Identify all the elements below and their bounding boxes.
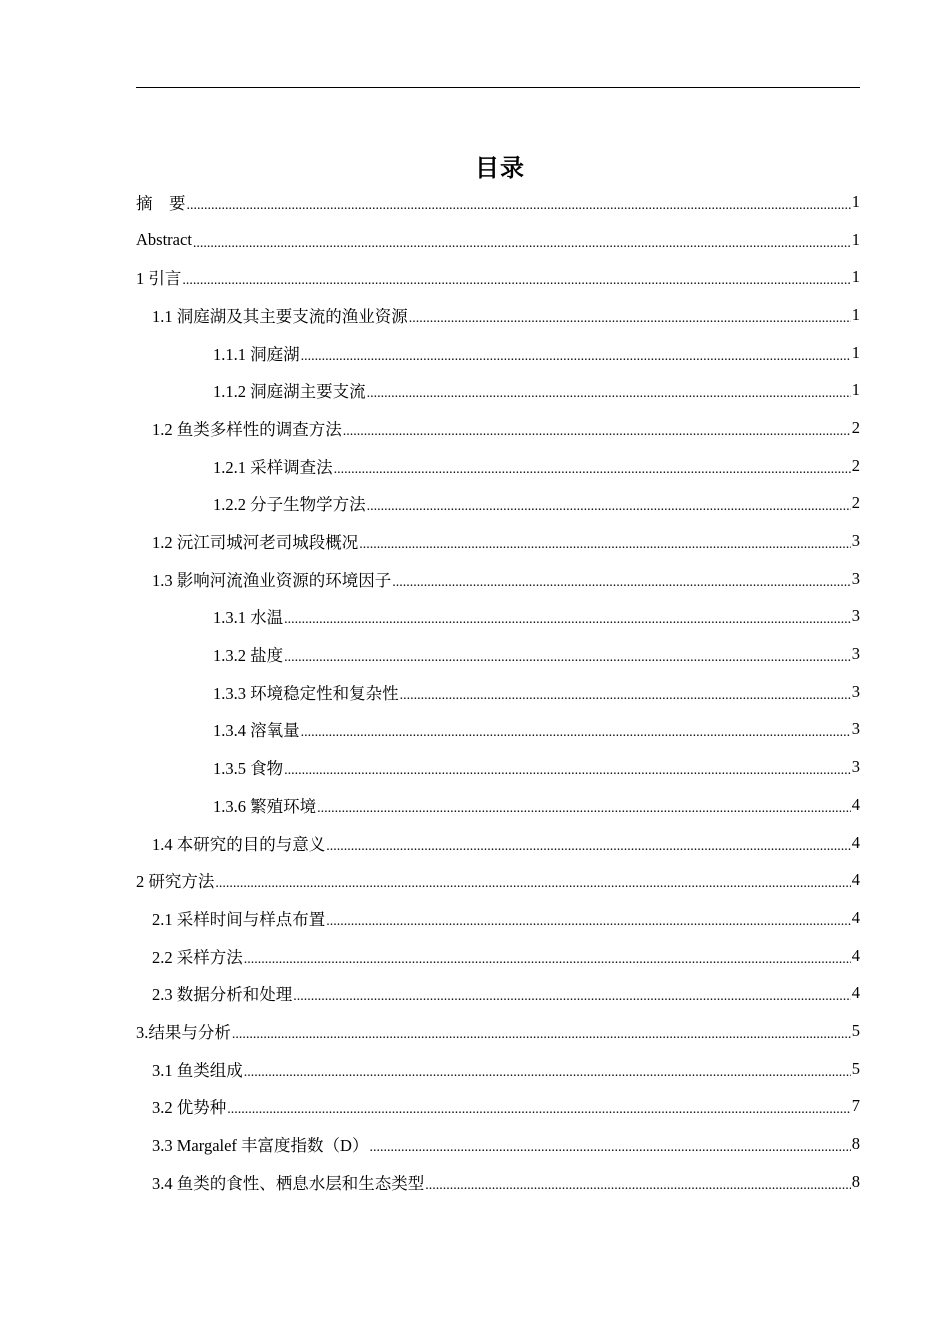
toc-entry-label: 1.3.6 繁殖环境 xyxy=(213,796,317,816)
toc-entry-label: 2.1 采样时间与样点布置 xyxy=(152,909,326,929)
toc-entry[interactable] xyxy=(136,673,860,711)
toc-dot-leader xyxy=(400,684,851,704)
toc-page-number: 4 xyxy=(851,945,860,965)
page-title: 目录 xyxy=(475,154,525,182)
toc-dot-leader xyxy=(187,194,851,214)
toc-entry-label: 1.1 洞庭湖及其主要支流的渔业资源 xyxy=(152,306,408,326)
toc-page-number: 4 xyxy=(851,907,860,927)
toc-entry[interactable] xyxy=(136,221,860,259)
toc-entry-label: 摘 要 xyxy=(136,193,186,213)
toc-dot-leader xyxy=(193,232,851,252)
toc-entry[interactable] xyxy=(136,183,860,221)
toc-entry-label: 1.3 影响河流渔业资源的环境因子 xyxy=(152,570,392,590)
toc-dot-leader xyxy=(367,495,851,515)
toc-entry[interactable] xyxy=(136,560,860,598)
toc-entry[interactable] xyxy=(136,485,860,523)
toc-dot-leader xyxy=(409,307,851,327)
toc-dot-leader xyxy=(326,835,851,855)
toc-entry[interactable] xyxy=(136,786,860,824)
toc-entry[interactable] xyxy=(136,258,860,296)
toc-dot-leader xyxy=(227,1098,851,1118)
table-of-contents xyxy=(136,183,860,1201)
toc-dot-leader xyxy=(182,269,850,289)
header-rule xyxy=(136,87,860,88)
toc-page-number: 1 xyxy=(851,342,860,362)
toc-entry-label: 1.1.1 洞庭湖 xyxy=(213,344,300,364)
toc-dot-leader xyxy=(284,608,851,628)
toc-entry[interactable] xyxy=(136,899,860,937)
toc-dot-leader xyxy=(359,533,851,553)
toc-page-number: 5 xyxy=(851,1058,860,1078)
toc-entry-label: 1.3.4 溶氧量 xyxy=(213,721,300,741)
toc-dot-leader xyxy=(301,345,851,365)
toc-entry-label: 1.3.1 水温 xyxy=(213,608,284,628)
toc-page-number: 1 xyxy=(851,380,860,400)
toc-page-number: 3 xyxy=(851,644,860,664)
toc-page-number: 1 xyxy=(851,267,860,287)
toc-dot-leader xyxy=(293,985,851,1005)
toc-entry[interactable] xyxy=(136,409,860,447)
toc-page-number: 2 xyxy=(851,455,860,475)
toc-dot-leader xyxy=(369,1136,850,1156)
toc-entry-label: 3.3 Margalef 丰富度指数（D） xyxy=(152,1136,369,1156)
toc-dot-leader xyxy=(326,910,851,930)
toc-entry[interactable] xyxy=(136,447,860,485)
toc-dot-leader xyxy=(301,721,851,741)
toc-entry[interactable] xyxy=(136,1050,860,1088)
toc-entry-label: 1 引言 xyxy=(136,269,182,289)
toc-entry-label: 1.3.3 环境稳定性和复杂性 xyxy=(213,683,399,703)
toc-dot-leader xyxy=(284,646,851,666)
toc-dot-leader xyxy=(215,872,850,892)
toc-page-number: 3 xyxy=(851,719,860,739)
toc-page-number: 1 xyxy=(851,191,860,211)
toc-entry[interactable] xyxy=(136,861,860,899)
toc-entry-label: 1.2 沅江司城河老司城段概况 xyxy=(152,533,359,553)
toc-page-number: 8 xyxy=(851,1134,860,1154)
toc-entry-label: 1.2.1 采样调查法 xyxy=(213,457,333,477)
toc-page-number: 1 xyxy=(851,229,860,249)
toc-entry[interactable] xyxy=(136,1088,860,1126)
toc-dot-leader xyxy=(425,1174,851,1194)
toc-page-number: 8 xyxy=(851,1171,860,1191)
toc-entry[interactable] xyxy=(136,635,860,673)
toc-entry[interactable] xyxy=(136,711,860,749)
toc-page-number: 3 xyxy=(851,568,860,588)
toc-entry[interactable] xyxy=(136,522,860,560)
toc-page-number: 2 xyxy=(851,417,860,437)
toc-page-number: 2 xyxy=(851,493,860,513)
toc-page-number: 4 xyxy=(851,870,860,890)
toc-page-number: 3 xyxy=(851,681,860,701)
toc-entry-label: 3.2 优势种 xyxy=(152,1098,227,1118)
toc-entry[interactable] xyxy=(136,748,860,786)
toc-entry-label: 1.2 鱼类多样性的调查方法 xyxy=(152,419,342,439)
toc-entry-label: 1.4 本研究的目的与意义 xyxy=(152,834,326,854)
toc-entry-label: 3.结果与分析 xyxy=(136,1022,231,1042)
toc-page-number: 3 xyxy=(851,606,860,626)
toc-entry-label: 2.3 数据分析和处理 xyxy=(152,985,293,1005)
toc-entry[interactable] xyxy=(136,1012,860,1050)
toc-entry-label: 3.1 鱼类组成 xyxy=(152,1060,243,1080)
toc-entry-label: 1.3.5 食物 xyxy=(213,759,284,779)
toc-entry[interactable] xyxy=(136,371,860,409)
toc-dot-leader xyxy=(232,1023,851,1043)
toc-page-number: 3 xyxy=(851,531,860,551)
toc-entry-label: 1.3.2 盐度 xyxy=(213,646,284,666)
toc-dot-leader xyxy=(244,1061,851,1081)
toc-entry-label: 3.4 鱼类的食性、栖息水层和生态类型 xyxy=(152,1173,425,1193)
toc-page-number: 4 xyxy=(851,983,860,1003)
toc-page-number: 5 xyxy=(851,1020,860,1040)
toc-entry[interactable] xyxy=(136,937,860,975)
toc-page-number: 4 xyxy=(851,832,860,852)
toc-entry-label: 1.2.2 分子生物学方法 xyxy=(213,495,366,515)
toc-entry[interactable] xyxy=(136,1125,860,1163)
toc-dot-leader xyxy=(392,571,851,591)
toc-dot-leader xyxy=(244,948,851,968)
toc-page-number: 7 xyxy=(851,1096,860,1116)
toc-entry-label: 2.2 采样方法 xyxy=(152,947,243,967)
toc-entry[interactable] xyxy=(136,974,860,1012)
toc-entry[interactable] xyxy=(136,1163,860,1201)
toc-entry[interactable] xyxy=(136,824,860,862)
toc-dot-leader xyxy=(334,458,851,478)
toc-entry[interactable] xyxy=(136,598,860,636)
toc-entry[interactable] xyxy=(136,334,860,372)
toc-dot-leader xyxy=(367,382,851,402)
toc-page-number: 4 xyxy=(851,794,860,814)
toc-page-number: 1 xyxy=(851,304,860,324)
toc-entry-label: Abstract xyxy=(136,229,192,249)
toc-dot-leader xyxy=(284,759,851,779)
toc-dot-leader xyxy=(317,797,851,817)
toc-entry-label: 1.1.2 洞庭湖主要支流 xyxy=(213,382,366,402)
toc-entry-label: 2 研究方法 xyxy=(136,872,215,892)
toc-page-number: 3 xyxy=(851,757,860,777)
toc-dot-leader xyxy=(343,420,851,440)
toc-entry[interactable] xyxy=(136,296,860,334)
